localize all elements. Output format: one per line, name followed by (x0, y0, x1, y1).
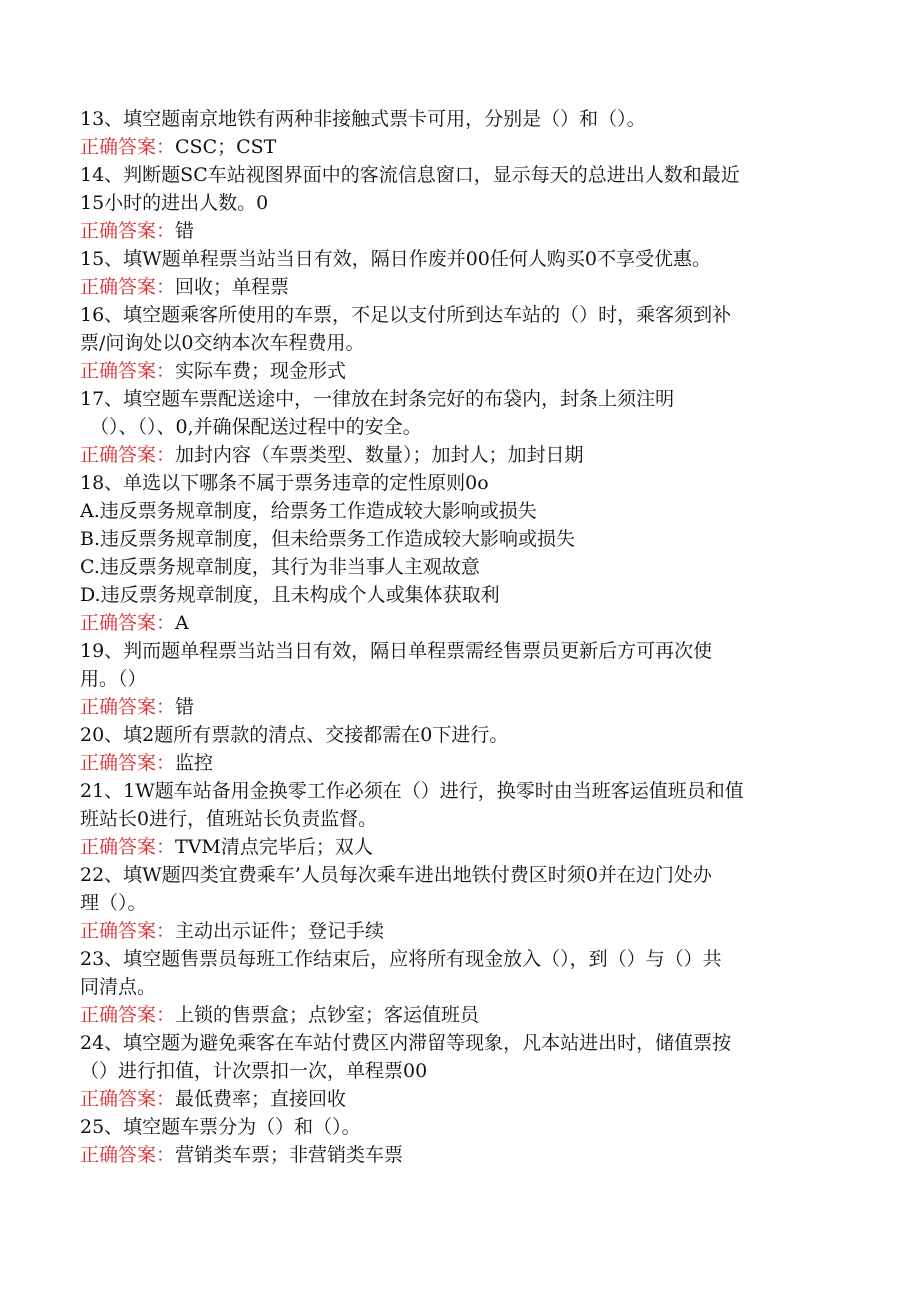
answer-text: 最低费率；直接回收 (175, 1088, 347, 1110)
question-text: 同清点。 (80, 976, 157, 998)
question-block (80, 301, 860, 385)
question-text: 24、填空题为避免乘客在车站付费区内滞留等现象，凡本站进出时，储值票按 (80, 1032, 732, 1054)
question-text: 票/问询处以0交纳本次车程费用。 (80, 332, 365, 354)
question-text: （）进行扣值，计次票扣一次，单程票00 (80, 1060, 428, 1082)
answer-label: 正确答案： (80, 1088, 176, 1110)
answer-line (80, 133, 860, 161)
answer-line (80, 273, 860, 301)
question-block (80, 385, 860, 469)
question-block (80, 945, 860, 1029)
answer-label: 正确答案： (80, 136, 176, 158)
question-block (80, 1029, 860, 1113)
answer-text: CSC；CST (175, 136, 277, 158)
option-d: D.违反票务规章制度，且未构成个人或集体获取利 (80, 584, 500, 606)
question-text: 14、判断题SC车站视图界面中的客流信息窗口，显示每天的总进出人数和最近 (80, 164, 740, 186)
option-b: B.违反票务规章制度，但未给票务工作造成较大影响或损失 (80, 528, 576, 550)
question-text: 22、填W题四类宜费乘车’人员每次乘车进出地铁付费区时须0并在边门处办 (80, 864, 712, 886)
answer-line (80, 357, 860, 385)
question-text: 21、1W题车站备用金换零工作必须在（）进行，换零时由当班客运值班员和值 (80, 780, 744, 802)
answer-line (80, 1141, 860, 1169)
answer-label: 正确答案： (80, 752, 176, 774)
answer-text: 营销类车票；非营销类车票 (175, 1144, 404, 1166)
answer-line (80, 1085, 860, 1113)
answer-text: 实际车费；现金形式 (175, 360, 347, 382)
answer-label: 正确答案： (80, 276, 176, 298)
question-block (80, 161, 860, 245)
answer-label: 正确答案： (80, 1144, 176, 1166)
question-text: 班站长0进行，值班站长负责监督。 (80, 808, 378, 830)
option-a: A.违反票务规章制度，给票务工作造成较大影响或损失 (80, 500, 537, 522)
question-text: 15、填W题单程票当站当日有效，隔日作废并00任何人购买0不享受优惠。 (80, 248, 711, 270)
answer-text: 加封内容（车票类型、数量）；加封人；加封日期 (175, 444, 584, 466)
answer-line (80, 1001, 860, 1029)
answer-line (80, 217, 860, 245)
question-block (80, 637, 860, 721)
question-text: 17、填空题车票配送途中，一律放在封条完好的布袋内，封条上须注明 (80, 388, 675, 410)
answer-line (80, 917, 860, 945)
answer-label: 正确答案： (80, 696, 176, 718)
answer-text: TVM清点完毕后；双人 (175, 836, 373, 858)
answer-label: 正确答案： (80, 920, 176, 942)
question-text: 25、填空题车票分为（）和（）。 (80, 1116, 361, 1138)
option-c: C.违反票务规章制度，其行为非当事人主观故意 (80, 556, 480, 578)
question-text: 13、填空题南京地铁有两种非接触式票卡可用，分别是（）和（）。 (80, 108, 646, 130)
answer-label: 正确答案： (80, 220, 176, 242)
question-text: 15小时的进出人数。0 (80, 192, 269, 214)
question-block (80, 861, 860, 945)
answer-line (80, 833, 860, 861)
answer-line (80, 441, 860, 469)
answer-line (80, 749, 860, 777)
question-block (80, 1113, 860, 1169)
answer-text: 上锁的售票盒；点钞室；客运值班员 (175, 1004, 480, 1026)
answer-label: 正确答案： (80, 444, 176, 466)
question-text: 23、填空题售票员每班工作结束后，应将所有现金放入（），到（）与（）共 (80, 948, 722, 970)
question-text: 16、填空题乘客所使用的车票，不足以支付所到达车站的（）时，乘客须到补 (80, 304, 732, 326)
question-block (80, 469, 860, 637)
answer-text: 主动出示证件；登记手续 (175, 920, 385, 942)
answer-text: 回收；单程票 (175, 276, 290, 298)
answer-text: 错 (175, 696, 195, 718)
answer-text: 监控 (175, 752, 214, 774)
answer-label: 正确答案： (80, 612, 176, 634)
answer-label: 正确答案： (80, 360, 176, 382)
question-text: 18、单选以下哪条不属于票务违章的定性原则0o (80, 472, 489, 494)
question-text: 用。（） (80, 668, 147, 690)
answer-line (80, 609, 860, 637)
question-text: 20、填2题所有票款的清点、交接都需在0下进行。 (80, 724, 509, 746)
answer-text: A (175, 612, 189, 634)
question-block (80, 721, 860, 777)
answer-line (80, 693, 860, 721)
question-block (80, 245, 860, 301)
question-text: 理（）。 (80, 892, 147, 914)
answer-label: 正确答案： (80, 1004, 176, 1026)
question-block (80, 777, 860, 861)
question-text: 19、判而题单程票当站当日有效，隔日单程票需经售票员更新后方可再次使 (80, 640, 713, 662)
answer-text: 错 (175, 220, 195, 242)
question-text: （）、（）、0,并确保配送过程中的安全。 (90, 416, 422, 438)
question-block (80, 105, 860, 161)
answer-label: 正确答案： (80, 836, 176, 858)
